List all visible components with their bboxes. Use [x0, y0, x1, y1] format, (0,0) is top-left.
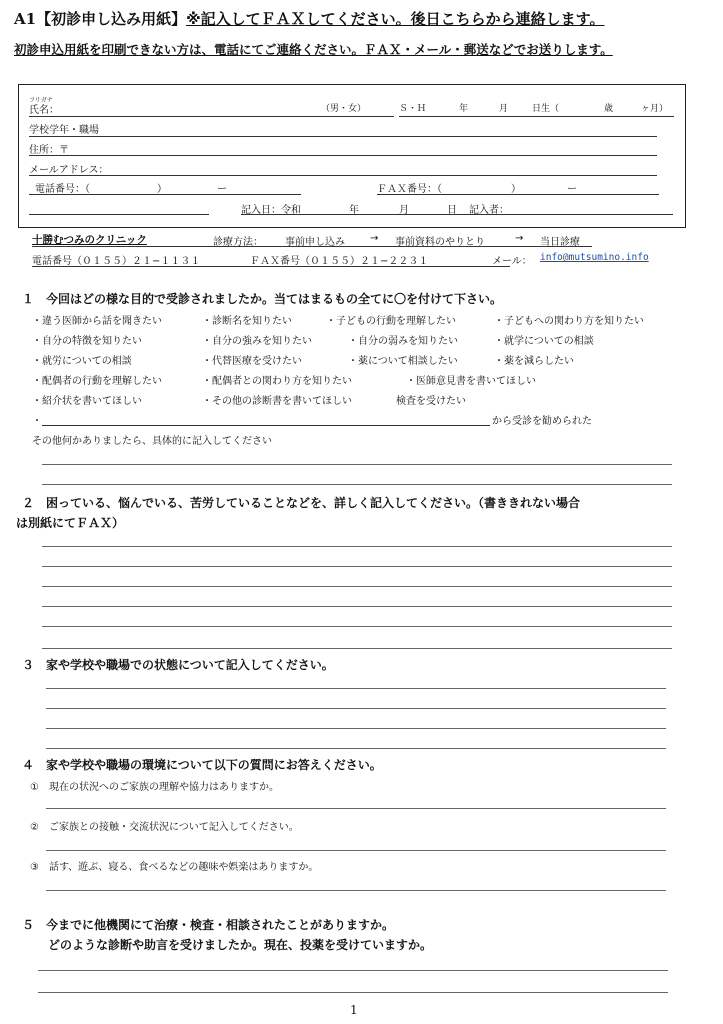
age-month-label: ヶ月） — [641, 104, 669, 114]
method-step1: 事前申し込み — [285, 237, 345, 248]
address-field[interactable] — [29, 155, 657, 156]
blank-field[interactable] — [29, 214, 209, 215]
fax-field[interactable] — [377, 194, 659, 195]
answer-line[interactable] — [42, 566, 672, 567]
page-title — [14, 8, 604, 29]
phone-field[interactable] — [29, 194, 301, 195]
address-label: 住所：〒 — [29, 145, 69, 156]
school-label: 学校学年・職場 — [29, 125, 99, 136]
date-day-label: 日 — [447, 205, 457, 216]
q1-option-referral-suffix: から受診を勧められた — [492, 416, 592, 427]
q1-option[interactable]: ・子どもへの関わり方を知りたい — [494, 316, 644, 327]
birth-year-label: 年 — [459, 104, 469, 114]
phone-paren-close: ） — [157, 184, 167, 195]
q1-option[interactable]: ・子どもの行動を理解したい — [326, 316, 456, 327]
personal-info-box — [18, 84, 686, 228]
clinic-underline-2 — [32, 266, 510, 267]
q2-title-continued: は別紙にてＦＡＸ） — [16, 516, 125, 530]
gender-select[interactable]: （男・女） — [321, 104, 367, 114]
q1-option[interactable]: ・その他の診断書を書いてほしい — [202, 396, 352, 407]
referral-field[interactable] — [42, 425, 490, 426]
answer-line[interactable] — [46, 708, 666, 709]
clinic-mail-link[interactable]: info@mutsumino.info — [540, 252, 649, 263]
answer-line[interactable] — [46, 890, 666, 891]
birth-month-label: 月 — [499, 104, 509, 114]
q2-title: ２ 困っている、悩んでいる、苦労していることなどを、詳しく記入してください。（書ききれない場合 — [22, 496, 581, 510]
answer-line[interactable] — [42, 648, 672, 649]
method-arrow1: → — [370, 233, 379, 244]
clinic-name: 十勝むつみのクリニック — [32, 234, 147, 246]
email-field[interactable] — [29, 175, 657, 176]
fax-label: ＦＡＸ番号：（ — [377, 184, 442, 195]
answer-line[interactable] — [42, 546, 672, 547]
phone-label: 電話番号：（ — [35, 184, 90, 195]
q1-other-label: その他何かありましたら、具体的に記入してください — [32, 436, 272, 447]
answer-line[interactable] — [46, 728, 666, 729]
answer-line[interactable] — [38, 992, 668, 993]
answer-line[interactable] — [42, 626, 672, 627]
birthdate-field[interactable] — [399, 116, 674, 117]
answer-line[interactable] — [46, 748, 666, 749]
q4-sub-question: ② ご家族との接触・交流状況について記入してください。 — [30, 822, 299, 833]
answer-line[interactable] — [42, 586, 672, 587]
q1-option[interactable]: ・自分の強みを知りたい — [202, 336, 312, 347]
method-step2: 事前資料のやりとり — [395, 237, 485, 248]
q1-option[interactable]: ・薬を減らしたい — [494, 356, 574, 367]
answer-line[interactable] — [42, 464, 672, 465]
q1-option-referral[interactable]: ・ — [32, 416, 42, 427]
q1-option[interactable]: ・就学についての相談 — [494, 336, 594, 347]
answer-line[interactable] — [38, 970, 668, 971]
clinic-underline — [32, 246, 592, 247]
filler-label: 記入者： — [469, 205, 509, 216]
q1-option[interactable]: ・医師意見書を書いてほしい — [406, 376, 536, 387]
answer-line[interactable] — [46, 808, 666, 809]
q1-option[interactable]: ・薬について相談したい — [348, 356, 458, 367]
name-label: 氏名： — [29, 105, 59, 116]
q1-option[interactable]: ・配偶者の行動を理解したい — [32, 376, 162, 387]
method-arrow2: → — [515, 233, 524, 244]
answer-line[interactable] — [42, 606, 672, 607]
form-title: 【初診申し込み用紙】 — [36, 10, 187, 28]
fax-dash: ー — [567, 184, 577, 195]
date-label: 記入日：令和 — [241, 205, 301, 216]
furigana-label: フリガナ — [29, 97, 53, 104]
answer-line[interactable] — [46, 850, 666, 851]
date-month-label: 月 — [399, 205, 409, 216]
page-number: 1 — [350, 1003, 358, 1017]
q1-option[interactable]: ・代替医療を受けたい — [202, 356, 302, 367]
school-field[interactable] — [29, 136, 657, 137]
q4-title: ４ 家や学校や職場の環境について以下の質問にお答えください。 — [22, 758, 382, 772]
method-label: 診療方法： — [213, 237, 263, 248]
q3-title: ３ 家や学校や職場での状態について記入してください。 — [22, 658, 334, 672]
clinic-mail-label: メール： — [492, 256, 532, 267]
clinic-phone: 電話番号（０１５５）２１−１１３１ — [32, 256, 201, 267]
q1-option[interactable]: ・違う医師から話を聞きたい — [32, 316, 162, 327]
name-field[interactable] — [29, 116, 394, 117]
email-label: メールアドレス： — [29, 165, 109, 176]
form-code: A1 — [14, 10, 37, 28]
fax-paren-close: ） — [511, 184, 521, 195]
q5-title-continued: どのような診断や助言を受けましたか。現在、投薬を受けていますか。 — [48, 938, 433, 952]
birth-day-label: 日生（ — [532, 104, 560, 114]
q1-option[interactable]: ・自分の弱みを知りたい — [348, 336, 458, 347]
q1-title: １ 今回はどの様な目的で受診されましたか。当てはまるもの全てに〇を付けて下さい。 — [22, 292, 503, 306]
age-label: 歳 — [604, 104, 614, 114]
phone-dash: ー — [217, 184, 227, 195]
answer-line[interactable] — [46, 688, 666, 689]
method-step3: 当日診療 — [540, 237, 580, 248]
q5-title: ５ 今までに他機関にて治療・検査・相談されたことがありますか。 — [22, 918, 395, 932]
q1-option[interactable]: ・紹介状を書いてほしい — [32, 396, 142, 407]
q1-option[interactable]: 検査を受けたい — [396, 396, 466, 407]
era-select[interactable]: Ｓ・Ｈ — [399, 104, 427, 114]
q4-sub-question: ③ 話す、遊ぶ、寝る、食べるなどの趣味や娯楽はありますか。 — [30, 862, 319, 873]
clinic-fax: ＦＡＸ番号（０１５５）２１−２２３１ — [250, 256, 429, 267]
q1-option[interactable]: ・配偶者との関わり方を知りたい — [202, 376, 352, 387]
date-filler-field[interactable] — [241, 214, 673, 215]
fax-instruction: ※記入してＦＡＸしてください。後日こちらから連絡します。 — [186, 10, 605, 28]
q1-option[interactable]: ・自分の特徴を知りたい — [32, 336, 142, 347]
q1-option[interactable]: ・就労についての相談 — [32, 356, 132, 367]
answer-line[interactable] — [42, 484, 672, 485]
page-subtitle: 初診申込用紙を印刷できない方は、電話にてご連絡ください。ＦＡＸ・メール・郵送などでお送りします。 — [14, 42, 613, 57]
q1-option[interactable]: ・診断名を知りたい — [202, 316, 292, 327]
q4-sub-question: ① 現在の状況へのご家族の理解や協力はありますか。 — [30, 782, 279, 793]
date-year-label: 年 — [349, 205, 359, 216]
